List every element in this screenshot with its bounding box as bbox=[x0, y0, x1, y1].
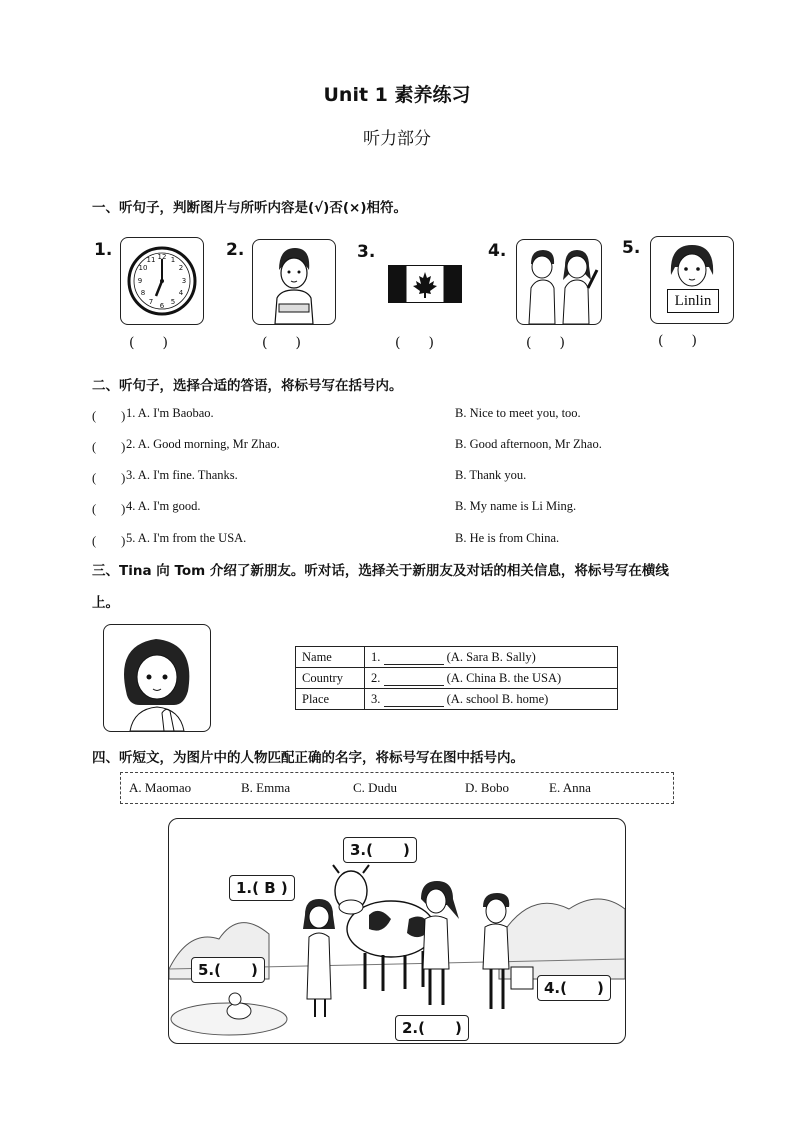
s2-row4-option-a: 4. A. I'm good. bbox=[126, 499, 201, 513]
answer-blank[interactable] bbox=[384, 673, 444, 686]
boy-reading-picture bbox=[252, 239, 336, 325]
maple-leaf-flag-icon bbox=[388, 265, 462, 303]
girl-middle-icon bbox=[421, 881, 459, 1005]
table-row bbox=[296, 647, 618, 668]
kids-greeting-picture bbox=[516, 239, 602, 325]
s2-row4-paren[interactable]: ( ) bbox=[92, 502, 126, 516]
table-label: Name bbox=[296, 647, 365, 668]
kids-greeting-icon bbox=[517, 240, 601, 324]
item4-number: 4. bbox=[488, 241, 507, 261]
scene-label-4[interactable]: 4.( ) bbox=[537, 975, 611, 1001]
svg-text:2: 2 bbox=[178, 264, 184, 272]
table-answer-cell bbox=[365, 668, 618, 689]
svg-text:6: 6 bbox=[159, 302, 165, 310]
name-options-box bbox=[120, 772, 674, 804]
scene-label-3[interactable]: 3.( ) bbox=[343, 837, 417, 863]
svg-text:12: 12 bbox=[157, 253, 167, 261]
new-friend-picture bbox=[103, 624, 211, 732]
cow-icon bbox=[333, 865, 435, 991]
friend-info-table bbox=[295, 646, 618, 710]
section3-heading-line2: 上。 bbox=[92, 595, 119, 611]
svg-text:7: 7 bbox=[148, 298, 154, 306]
svg-text:1: 1 bbox=[170, 256, 176, 264]
table-answer-cell bbox=[365, 647, 618, 668]
item1-number: 1. bbox=[94, 240, 113, 260]
girl-with-hay-icon bbox=[303, 899, 335, 1017]
scene-label-1[interactable]: 1.( B ) bbox=[229, 875, 295, 901]
girl-portrait-icon bbox=[104, 625, 210, 731]
canada-flag-picture bbox=[388, 265, 462, 303]
s2-row3-option-b: B. Thank you. bbox=[455, 468, 527, 482]
blank-options: (A. China B. the USA) bbox=[446, 670, 562, 685]
svg-text:4: 4 bbox=[178, 289, 184, 297]
boy-reading-icon bbox=[253, 240, 335, 324]
svg-text:3: 3 bbox=[181, 277, 187, 285]
name-option: A. Maomao bbox=[129, 780, 192, 795]
s2-row5-paren[interactable]: ( ) bbox=[92, 534, 126, 548]
s2-row2-option-b: B. Good afternoon, Mr Zhao. bbox=[455, 437, 602, 451]
svg-text:8: 8 bbox=[140, 289, 146, 297]
blank-options: (A. Sara B. Sally) bbox=[446, 649, 536, 664]
scene-label-5[interactable]: 5.( ) bbox=[191, 957, 265, 983]
item2-number: 2. bbox=[226, 240, 245, 260]
s2-row5-option-a: 5. A. I'm from the USA. bbox=[126, 531, 247, 545]
s2-row2-option-a: 2. A. Good morning, Mr Zhao. bbox=[126, 437, 280, 451]
section3-heading-line1: 三、Tina 向 Tom 介绍了新朋友。听对话，选择关于新朋友及对话的相关信息，将标号写在横线 bbox=[92, 563, 669, 579]
clock-icon bbox=[121, 238, 203, 324]
page-title: Unit 1 素养练习 bbox=[323, 84, 471, 106]
name-option: C. Dudu bbox=[353, 780, 398, 795]
s2-row1-option-a: 1. A. I'm Baobao. bbox=[126, 406, 214, 420]
girl-name-card-picture bbox=[650, 236, 734, 324]
s2-row5-option-b: B. He is from China. bbox=[455, 531, 560, 545]
s2-row4-option-b: B. My name is Li Ming. bbox=[455, 499, 577, 513]
svg-text:10: 10 bbox=[138, 264, 148, 272]
scene-label-2[interactable]: 2.( ) bbox=[395, 1015, 469, 1041]
svg-text:9: 9 bbox=[137, 277, 143, 285]
table-row bbox=[296, 689, 618, 710]
answer-blank[interactable] bbox=[384, 652, 444, 665]
name-option: D. Bobo bbox=[465, 780, 510, 795]
svg-text:11: 11 bbox=[146, 256, 156, 264]
name-card: Linlin bbox=[667, 289, 719, 313]
item5-answer-paren[interactable]: ( ) bbox=[658, 333, 697, 349]
blank-options: (A. school B. home) bbox=[446, 691, 549, 706]
svg-text:5: 5 bbox=[170, 298, 176, 306]
name-option: E. Anna bbox=[549, 780, 591, 795]
s2-row1-option-b: B. Nice to meet you, too. bbox=[455, 406, 581, 420]
s2-row1-paren[interactable]: ( ) bbox=[92, 409, 126, 423]
blank-number: 3. bbox=[371, 691, 381, 706]
item3-answer-paren[interactable]: ( ) bbox=[395, 335, 434, 351]
clock-picture bbox=[120, 237, 204, 325]
item1-answer-paren[interactable]: ( ) bbox=[129, 335, 168, 351]
item3-number: 3. bbox=[357, 242, 376, 262]
s2-row3-option-a: 3. A. I'm fine. Thanks. bbox=[126, 468, 238, 482]
s2-row3-paren[interactable]: ( ) bbox=[92, 471, 126, 485]
blank-number: 1. bbox=[371, 649, 381, 664]
blank-number: 2. bbox=[371, 670, 381, 685]
bucket-icon bbox=[511, 967, 533, 989]
section2-heading: 二、听句子，选择合适的答语，将标号写在括号内。 bbox=[92, 378, 403, 394]
duck-icon bbox=[227, 1003, 251, 1019]
s2-row2-paren[interactable]: ( ) bbox=[92, 440, 126, 454]
section4-heading: 四、听短文，为图片中的人物匹配正确的名字，将标号写在图中括号内。 bbox=[92, 750, 524, 766]
table-label: Country bbox=[296, 668, 365, 689]
table-answer-cell bbox=[365, 689, 618, 710]
table-row bbox=[296, 668, 618, 689]
section1-heading: 一、听句子，判断图片与所听内容是(√)否(×)相符。 bbox=[92, 200, 407, 216]
page-subtitle: 听力部分 bbox=[363, 129, 431, 149]
farm-scene-picture bbox=[168, 818, 626, 1044]
table-label: Place bbox=[296, 689, 365, 710]
item5-number: 5. bbox=[622, 238, 641, 258]
name-option: B. Emma bbox=[241, 780, 291, 795]
item4-answer-paren[interactable]: ( ) bbox=[526, 335, 565, 351]
item2-answer-paren[interactable]: ( ) bbox=[262, 335, 301, 351]
answer-blank[interactable] bbox=[384, 694, 444, 707]
